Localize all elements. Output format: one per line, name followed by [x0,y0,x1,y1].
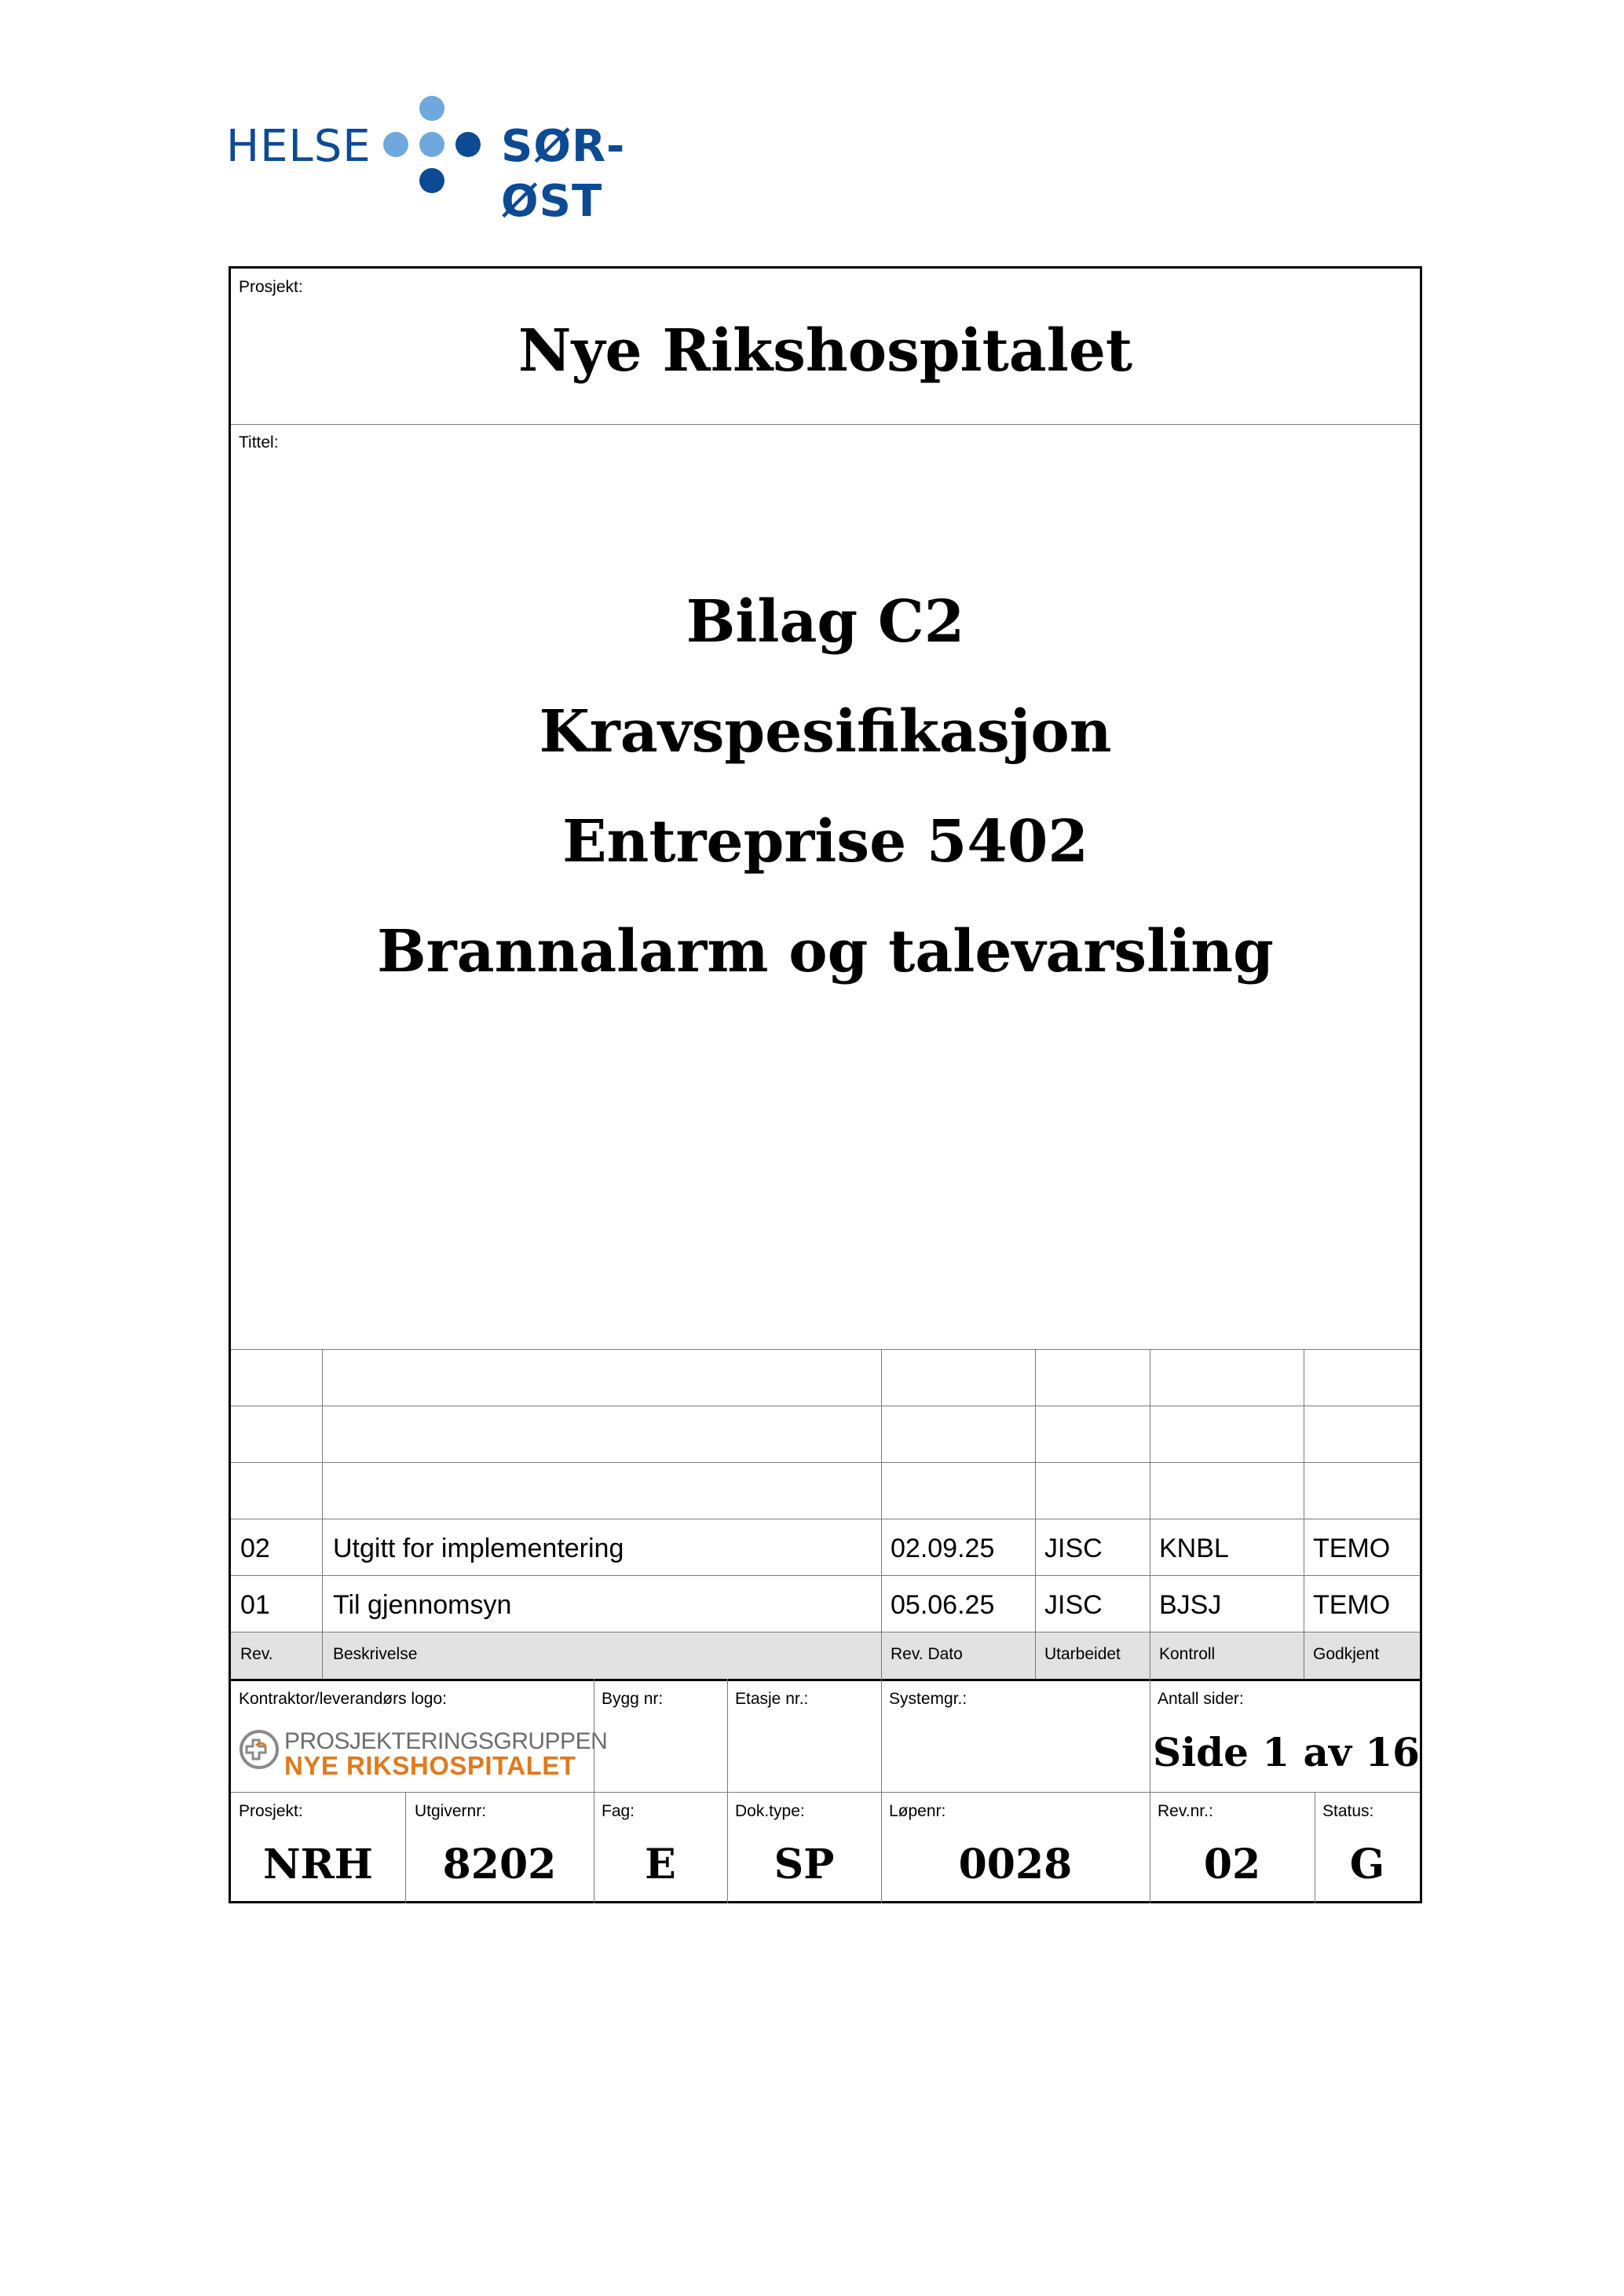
code-issuer-label: Utgivernr: [415,1802,487,1820]
rev-description: Utgitt for implementering [333,1534,624,1563]
logo-dot-center [419,132,444,157]
code-revnr-label: Rev.nr.: [1158,1802,1213,1820]
code-discipline-label: Fag: [602,1802,635,1820]
code-revnr-value: 02 [1203,1841,1261,1888]
title-line: Entreprise 5402 [562,808,1088,876]
rev-description: Til gjennomsyn [333,1590,512,1620]
rev-approved: TEMO [1313,1534,1391,1563]
divider [881,1679,882,1792]
rev-checked: BJSJ [1159,1590,1222,1620]
divider [231,1575,1420,1576]
building-label: Bygg nr: [602,1690,664,1708]
project-title: Nye Rikshospitalet [518,317,1133,385]
title-line: Kravspesifikasjon [539,698,1112,766]
rev-approved: TEMO [1313,1590,1391,1620]
divider [231,1792,1420,1793]
logo-dot-top [419,96,444,121]
contractor-logo-line1: PROSJEKTERINGSGRUPPEN [284,1728,608,1754]
rev-prepared: JISC [1044,1590,1103,1620]
title-line: Bilag C2 [686,588,965,656]
divider [231,1462,1420,1463]
code-serial-label: Løpenr: [889,1802,946,1820]
title-line: Brannalarm og talevarsling [377,918,1274,985]
rev-checked: KNBL [1159,1534,1229,1563]
rev-header-prepared: Utarbeidet [1044,1645,1121,1663]
code-project-label: Prosjekt: [239,1802,303,1820]
rev-header-checked: Kontroll [1159,1645,1216,1663]
pages-label: Antall sider: [1158,1690,1244,1708]
divider [231,1679,1420,1681]
rev-number: 01 [240,1590,270,1620]
page-count: Side 1 av 16 [1153,1729,1420,1775]
divider [231,424,1420,425]
floor-label: Etasje nr.: [735,1690,809,1708]
code-issuer-value: 8202 [442,1841,557,1888]
document-title [231,567,1420,1007]
logo-word-right: SØR-ØST [501,121,626,227]
system-label: Systemgr.: [889,1690,967,1708]
rev-number: 02 [240,1534,270,1563]
rev-date: 05.06.25 [891,1590,995,1620]
rev-header-description: Beskrivelse [333,1645,418,1663]
document-frame [229,266,1422,1903]
rev-header-rev: Rev. [240,1645,273,1663]
logo-dot-right [455,132,481,157]
code-status-value: G [1349,1841,1385,1888]
contractor-logo [239,1727,608,1782]
logo-dot-left [383,132,408,157]
divider [231,1349,1420,1350]
code-serial-value: 0028 [958,1841,1073,1888]
code-status-label: Status: [1322,1802,1374,1820]
rev-prepared: JISC [1044,1534,1103,1563]
code-doctype-value: SP [774,1841,835,1888]
divider [727,1679,728,1792]
code-doctype-label: Dok.type: [735,1802,805,1820]
divider [1035,1349,1036,1679]
rev-date: 02.09.25 [891,1534,995,1563]
rev-header-approved: Godkjent [1313,1645,1380,1663]
logo-dot-bottom [419,168,444,193]
logo-word-left: HELSE [226,121,371,172]
divider [322,1349,323,1679]
contractor-logo-line2: NYE RIKSHOSPITALET [284,1751,576,1780]
code-project-value: NRH [263,1841,373,1888]
project-label: Prosjekt: [239,278,303,296]
prosjekteringsgruppen-emblem-icon [239,1727,280,1772]
rev-header-date: Rev. Dato [891,1645,963,1663]
title-label: Tittel: [239,433,279,452]
divider [881,1349,882,1679]
helse-sor-ost-logo [226,93,713,227]
code-discipline-value: E [645,1841,676,1888]
contractor-logo-label: Kontraktor/leverandørs logo: [239,1690,447,1708]
